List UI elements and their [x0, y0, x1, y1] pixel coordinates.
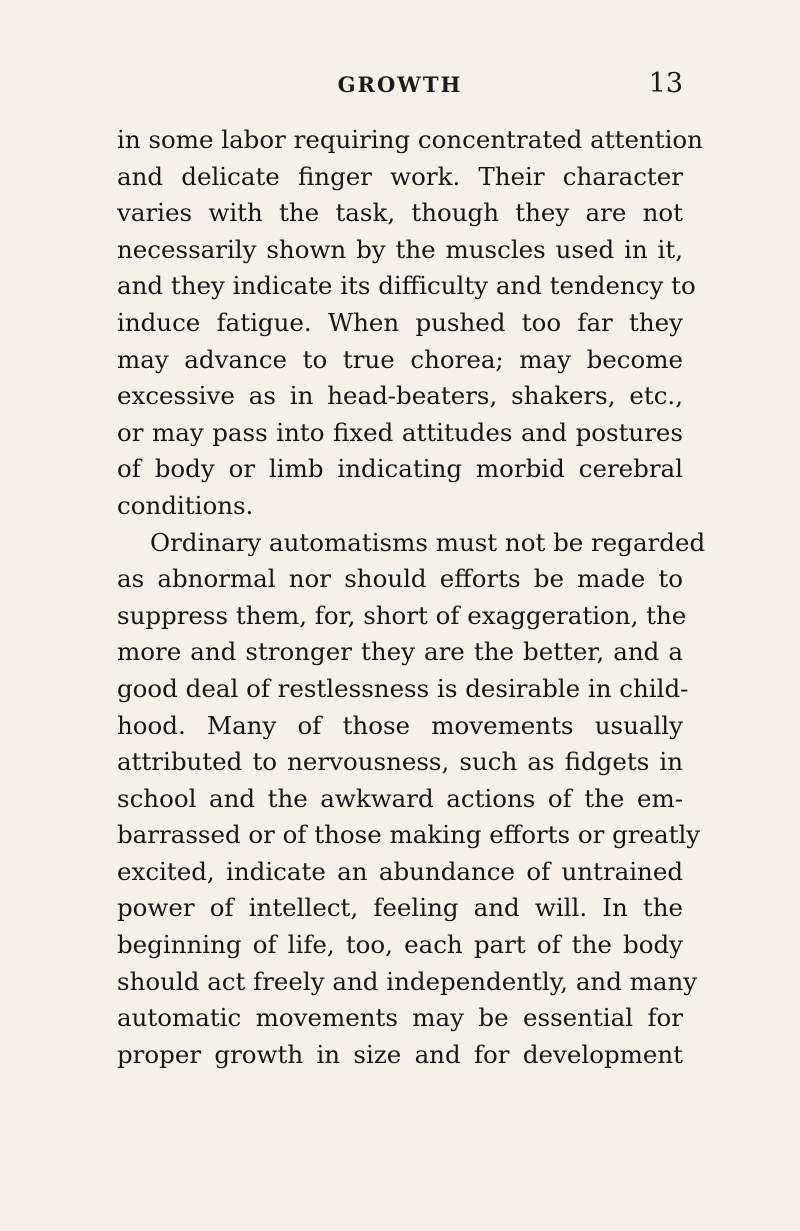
page-number: 13 [648, 68, 683, 99]
text-line: suppress them, for, short of exaggeration, the [117, 600, 687, 630]
text-line: and they indicate its difficulty and tendency to [117, 271, 696, 301]
text-line: necessarily shown by the muscles used in it, [117, 234, 683, 264]
paragraph-start-line: Ordinary automatisms must not be regarded [150, 527, 706, 557]
text-line: attributed to nervousness, such as fidgets in [117, 747, 683, 777]
text-line: of body or limb indicating morbid cerebral [117, 454, 683, 484]
text-line: varies with the task, though they are not [117, 198, 683, 228]
text-line: automatic movements may be essential for [117, 1003, 683, 1033]
text-line: proper growth in size and for development [117, 1039, 683, 1069]
text-line: barrassed or of those making efforts or greatly [117, 820, 701, 850]
text-line: excessive as in head-beaters, shakers, etc., [117, 381, 683, 411]
paragraph-end-line: conditions. [117, 490, 254, 520]
text-line: induce fatigue. When pushed too far they [117, 307, 683, 337]
text-line: more and stronger they are the better, and a [117, 637, 683, 667]
text-line: hood. Many of those movements usually [117, 710, 683, 740]
text-line: good deal of restlessness is desirable in child- [117, 673, 689, 703]
text-line: may advance to true chorea; may become [117, 344, 683, 374]
text-line: should act freely and independently, and many [117, 966, 698, 996]
running-title: GROWTH [337, 72, 463, 97]
text-line: in some labor requiring concentrated attention [117, 125, 703, 154]
text-line: school and the awkward actions of the em- [117, 783, 683, 813]
text-line: or may pass into fixed attitudes and postures [117, 417, 683, 447]
body-text [117, 122, 706, 1073]
text-line: excited, indicate an abundance of untrained [117, 856, 683, 886]
text-line: beginning of life, too, each part of the body [117, 930, 683, 960]
text-line: as abnormal nor should efforts be made to [117, 564, 683, 594]
text-line: and delicate finger work. Their character [117, 161, 683, 191]
text-line: power of intellect, feeling and will. In the [117, 893, 683, 923]
running-head [117, 68, 683, 108]
